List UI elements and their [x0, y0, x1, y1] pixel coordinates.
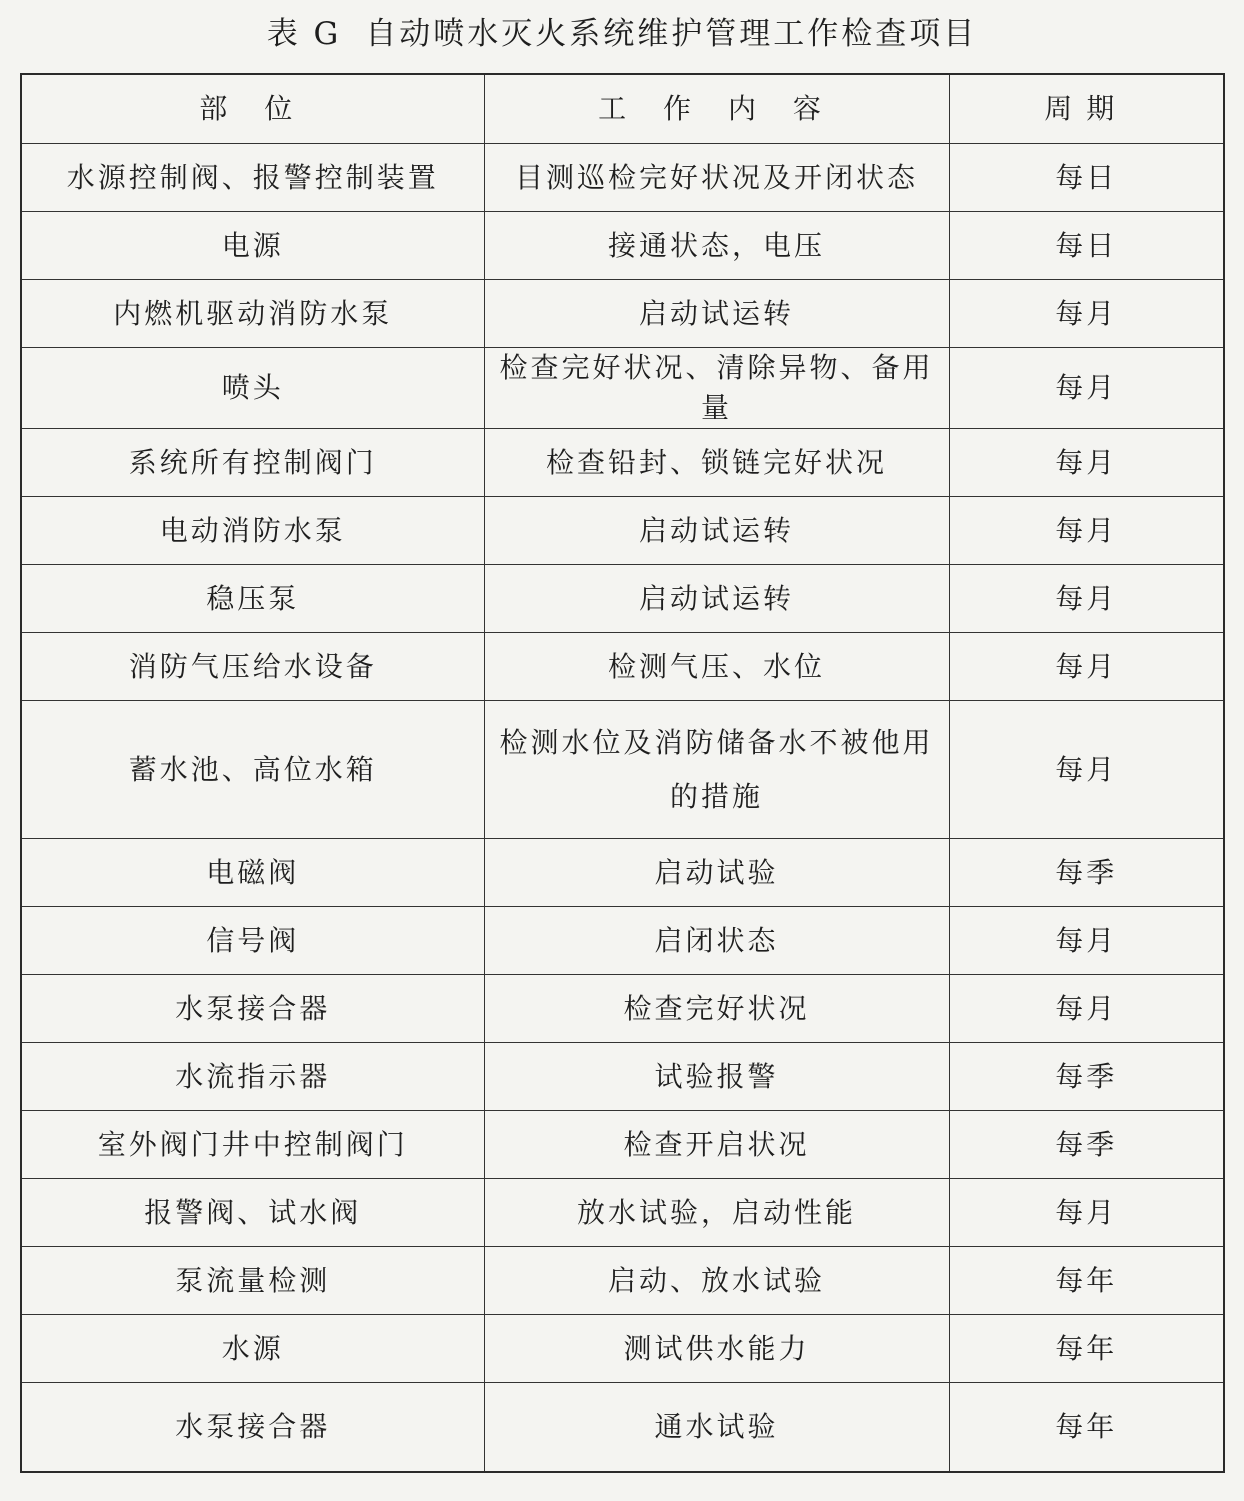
cell-cycle: 每日	[949, 212, 1224, 280]
table-row	[21, 1383, 1224, 1473]
cell-part: 水源	[21, 1315, 484, 1383]
cell-part: 内燃机驱动消防水泵	[21, 280, 484, 348]
cell-work: 接通状态，电压	[484, 212, 949, 280]
cell-cycle: 每月	[949, 497, 1224, 565]
table-row	[21, 1111, 1224, 1179]
cell-work: 检查铅封、锁链完好状况	[484, 429, 949, 497]
cell-part: 蓄水池、高位水箱	[21, 701, 484, 839]
cell-work: 启动试运转	[484, 497, 949, 565]
cell-work: 测试供水能力	[484, 1315, 949, 1383]
cell-part: 水流指示器	[21, 1043, 484, 1111]
page-title	[0, 12, 1244, 56]
cell-part: 喷头	[21, 348, 484, 429]
table-row	[21, 839, 1224, 907]
cell-work: 检查开启状况	[484, 1111, 949, 1179]
cell-work: 启动、放水试验	[484, 1247, 949, 1315]
cell-work: 启闭状态	[484, 907, 949, 975]
cell-cycle: 每年	[949, 1247, 1224, 1315]
table-row	[21, 1247, 1224, 1315]
cell-work: 检查完好状况	[484, 975, 949, 1043]
table-row	[21, 212, 1224, 280]
cell-part: 电磁阀	[21, 839, 484, 907]
cell-part: 电动消防水泵	[21, 497, 484, 565]
cell-work: 检测水位及消防储备水不被他用的措施	[484, 701, 949, 839]
cell-part: 水泵接合器	[21, 975, 484, 1043]
cell-part: 水泵接合器	[21, 1383, 484, 1473]
table-code: 表 G	[266, 16, 342, 52]
cell-part: 泵流量检测	[21, 1247, 484, 1315]
table-row	[21, 280, 1224, 348]
cell-cycle: 每月	[949, 348, 1224, 429]
cell-part: 室外阀门井中控制阀门	[21, 1111, 484, 1179]
cell-cycle: 每年	[949, 1383, 1224, 1473]
table-header-row	[21, 74, 1224, 144]
table-title-text: 自动喷水灭火系统维护管理工作检查项目	[365, 16, 978, 52]
cell-work: 试验报警	[484, 1043, 949, 1111]
cell-work: 检查完好状况、清除异物、备用量	[484, 348, 949, 429]
header-part: 部 位	[21, 74, 484, 144]
table-row	[21, 1179, 1224, 1247]
cell-work: 目测巡检完好状况及开闭状态	[484, 144, 949, 212]
cell-cycle: 每月	[949, 633, 1224, 701]
table-row	[21, 429, 1224, 497]
table-row	[21, 144, 1224, 212]
inspection-table	[20, 73, 1225, 1473]
cell-work: 启动试运转	[484, 565, 949, 633]
cell-cycle: 每月	[949, 280, 1224, 348]
table-row	[21, 565, 1224, 633]
cell-cycle: 每季	[949, 839, 1224, 907]
cell-cycle: 每月	[949, 1179, 1224, 1247]
cell-cycle: 每月	[949, 565, 1224, 633]
cell-part: 电源	[21, 212, 484, 280]
cell-work: 通水试验	[484, 1383, 949, 1473]
cell-work: 检测气压、水位	[484, 633, 949, 701]
cell-cycle: 每月	[949, 975, 1224, 1043]
header-work: 工 作 内 容	[484, 74, 949, 144]
cell-part: 信号阀	[21, 907, 484, 975]
table-row	[21, 1043, 1224, 1111]
table-row	[21, 633, 1224, 701]
cell-cycle: 每日	[949, 144, 1224, 212]
header-cycle: 周期	[949, 74, 1224, 144]
table-row	[21, 975, 1224, 1043]
cell-part: 稳压泵	[21, 565, 484, 633]
table-row	[21, 907, 1224, 975]
cell-cycle: 每月	[949, 429, 1224, 497]
table-row	[21, 497, 1224, 565]
cell-cycle: 每季	[949, 1111, 1224, 1179]
cell-cycle: 每月	[949, 907, 1224, 975]
cell-part: 系统所有控制阀门	[21, 429, 484, 497]
cell-cycle: 每季	[949, 1043, 1224, 1111]
cell-part: 水源控制阀、报警控制装置	[21, 144, 484, 212]
cell-cycle: 每年	[949, 1315, 1224, 1383]
cell-part: 报警阀、试水阀	[21, 1179, 484, 1247]
cell-cycle: 每月	[949, 701, 1224, 839]
table-row	[21, 701, 1224, 839]
cell-work: 启动试运转	[484, 280, 949, 348]
cell-work: 放水试验，启动性能	[484, 1179, 949, 1247]
cell-work: 启动试验	[484, 839, 949, 907]
table-row	[21, 348, 1224, 429]
cell-part: 消防气压给水设备	[21, 633, 484, 701]
table-row	[21, 1315, 1224, 1383]
